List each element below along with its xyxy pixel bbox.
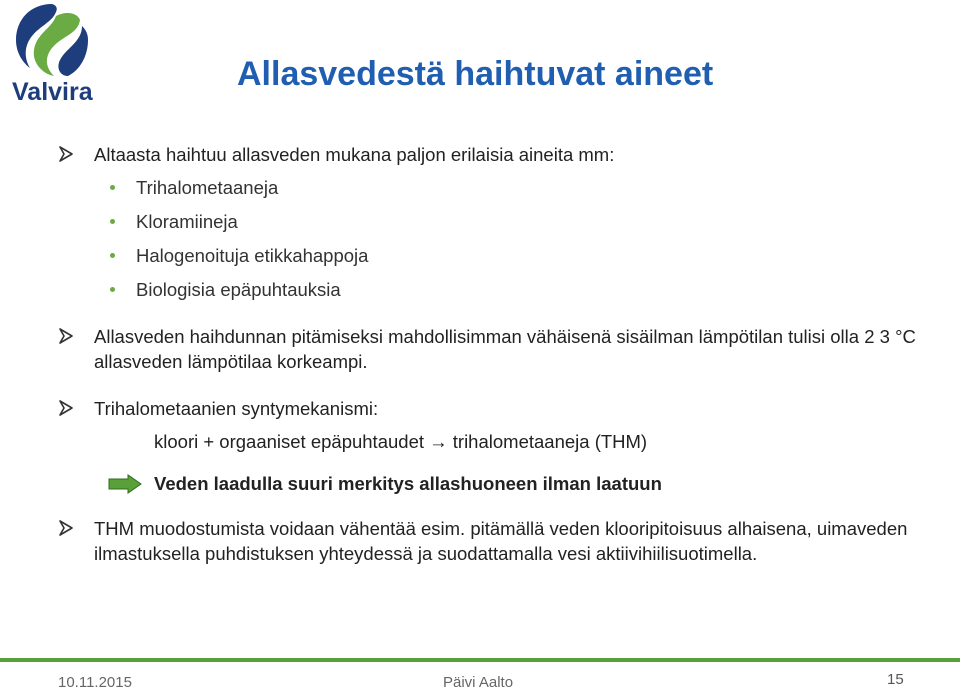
- bullet-text: THM muodostumista voidaan vähentää esim. pitämällä veden klooripitoisuus alhaisena, uimaveden ilmastuksella puhdistuksen yhteydessä ja suodattamalla vesi aktiivihiilisuotimella.: [94, 518, 908, 564]
- slide-body: [58, 142, 938, 566]
- dot-bullet-icon: [110, 253, 115, 258]
- emphasis-text: Veden laadulla suuri merkitys allashuoneen ilman laatuun: [154, 473, 662, 494]
- emphasis-line: [58, 471, 938, 496]
- valvira-emblem-icon: [12, 2, 92, 80]
- arrowhead-bullet-icon: [58, 400, 74, 416]
- formula-line: kloori + orgaaniset epäpuhtaudet → trihalometaaneja (THM): [154, 431, 648, 452]
- sub-item: Halogenoituja etikkahappoja: [58, 243, 938, 268]
- arrowhead-bullet-icon: [58, 146, 74, 162]
- bullet-3: [58, 396, 938, 421]
- arrowhead-bullet-icon: [58, 520, 74, 536]
- slide-title: Allasvedestä haihtuvat aineet: [237, 55, 714, 93]
- bullet-text: Trihalometaanien syntymekanismi:: [94, 398, 379, 419]
- arrowhead-bullet-icon: [58, 328, 74, 344]
- bullet-4: [58, 516, 938, 566]
- page-number: 15: [887, 671, 904, 688]
- sub-item: Trihalometaaneja: [58, 175, 938, 200]
- bullet-1: [58, 142, 938, 167]
- footer-divider: [0, 658, 960, 662]
- bullet-2: [58, 324, 938, 374]
- dot-bullet-icon: [110, 185, 115, 190]
- sub-item: Kloramiineja: [58, 209, 938, 234]
- footer-date: 10.11.2015: [58, 674, 132, 691]
- green-arrow-icon: [108, 474, 142, 494]
- footer-author: Päivi Aalto: [443, 674, 514, 691]
- valvira-logo: [8, 2, 94, 106]
- sub-item: Biologisia epäpuhtauksia: [58, 277, 938, 302]
- logo-text: Valvira: [12, 78, 93, 106]
- bullet-text: Altaasta haihtuu allasveden mukana paljon erilaisia aineita mm:: [94, 144, 615, 165]
- dot-bullet-icon: [110, 287, 115, 292]
- bullet-text: Allasveden haihdunnan pitämiseksi mahdollisimman vähäisenä sisäilman lämpötilan tulisi olla 2 3 °C allasveden lämpötilaa korkeampi.: [94, 326, 916, 372]
- dot-bullet-icon: [110, 219, 115, 224]
